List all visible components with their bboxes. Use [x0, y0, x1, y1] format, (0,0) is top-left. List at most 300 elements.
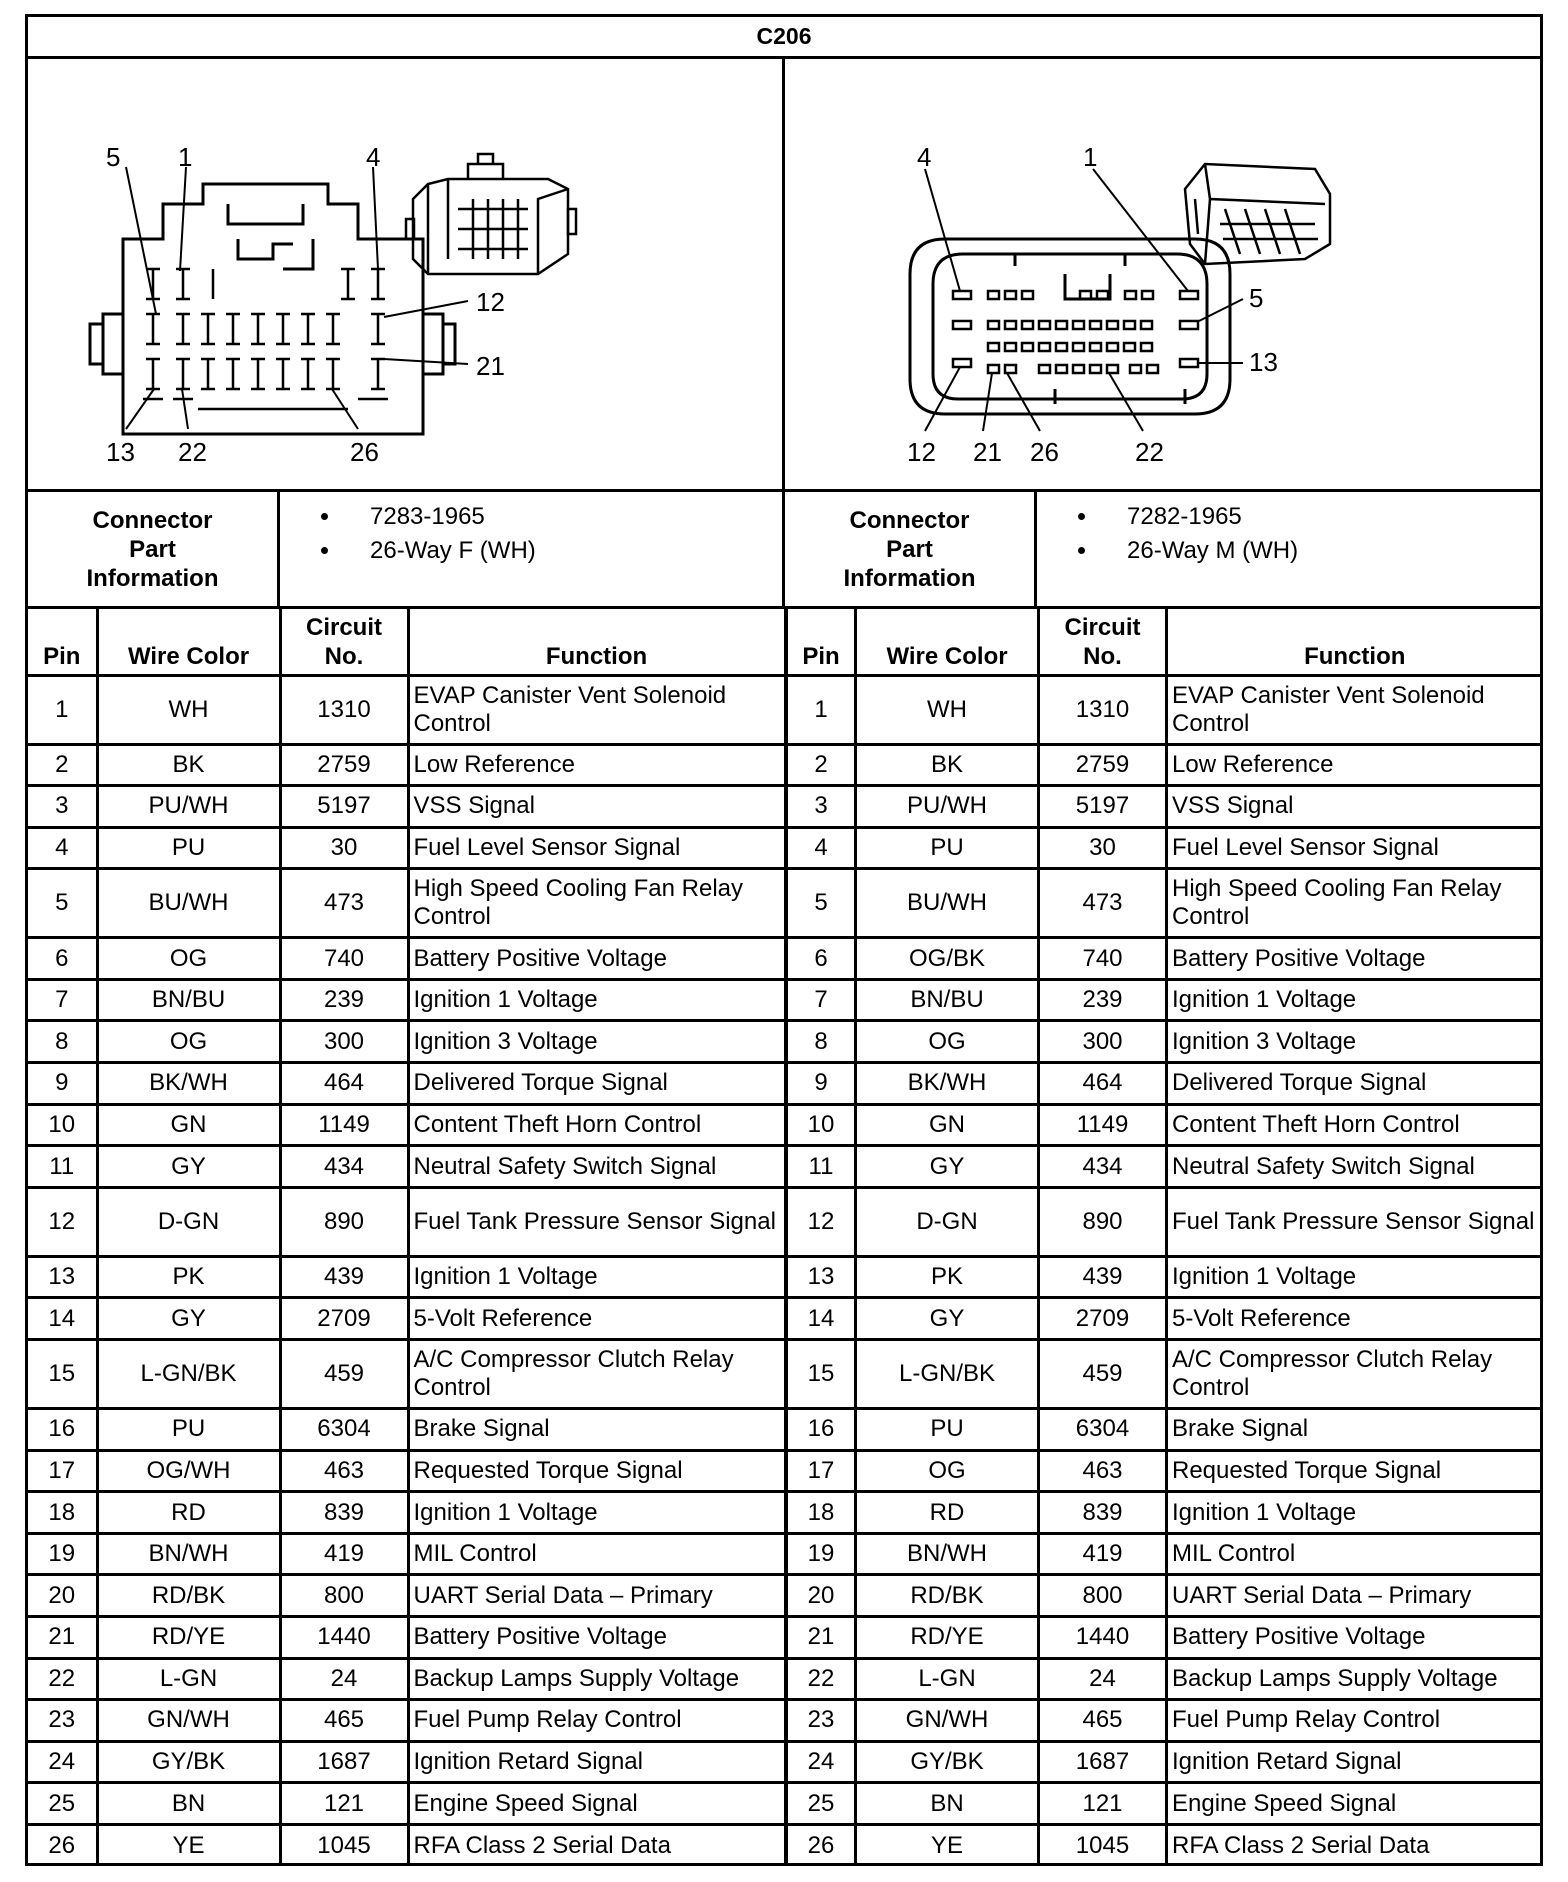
circuit-cell: 1149: [280, 1104, 408, 1146]
function-cell: Battery Positive Voltage: [1167, 938, 1542, 980]
pin-cell: 12: [28, 1187, 97, 1256]
function-cell: Fuel Level Sensor Signal: [1167, 827, 1542, 869]
pin-cell: 13: [787, 1256, 856, 1298]
wire-color-cell: RD/YE: [856, 1617, 1039, 1659]
circuit-cell: 1149: [1039, 1104, 1167, 1146]
female-connector-drawing: [28, 59, 782, 489]
wire-color-cell: PU: [97, 1409, 280, 1451]
wire-color-cell: OG/BK: [856, 938, 1039, 980]
circuit-cell: 473: [280, 869, 408, 938]
pin-cell: 8: [787, 1021, 856, 1063]
pin-cell: 23: [787, 1700, 856, 1742]
wire-color-cell: BN/BU: [97, 979, 280, 1021]
circuit-cell: 459: [1039, 1340, 1167, 1409]
pin-cell: 19: [28, 1533, 97, 1575]
wire-color-cell: WH: [856, 675, 1039, 744]
pin-column-header: Pin: [28, 609, 97, 675]
wire-color-cell: YE: [856, 1824, 1039, 1866]
pin-callout-4: 4: [366, 142, 381, 172]
circuit-cell: 1045: [1039, 1824, 1167, 1866]
function-cell: Requested Torque Signal: [408, 1450, 785, 1492]
function-cell: Fuel Pump Relay Control: [1167, 1700, 1542, 1742]
pin-callout-12: 12: [476, 287, 505, 317]
table-row: [787, 869, 1542, 938]
wire-color-cell: YE: [97, 1824, 280, 1866]
circuit-no-column-header: Circuit No.: [1039, 609, 1167, 675]
connector-sheet: [25, 14, 1543, 1866]
table-row: [28, 869, 785, 938]
circuit-cell: 465: [1039, 1700, 1167, 1742]
wire-color-cell: GN: [856, 1104, 1039, 1146]
circuit-cell: 465: [280, 1700, 408, 1742]
pin-callout-4: 4: [917, 142, 932, 172]
pin-cell: 17: [787, 1450, 856, 1492]
table-row: [787, 1450, 1542, 1492]
table-row: [787, 827, 1542, 869]
table-row: [787, 1741, 1542, 1783]
pin-callout-5: 5: [106, 142, 121, 172]
table-row: [787, 1298, 1542, 1340]
pin-cell: 10: [787, 1104, 856, 1146]
table-row: [28, 1824, 785, 1866]
circuit-cell: 740: [1039, 938, 1167, 980]
circuit-cell: 300: [1039, 1021, 1167, 1063]
function-cell: Ignition 1 Voltage: [408, 1492, 785, 1534]
function-cell: Battery Positive Voltage: [1167, 1617, 1542, 1659]
table-row: [28, 1021, 785, 1063]
wire-color-cell: PU/WH: [856, 786, 1039, 828]
circuit-cell: 464: [280, 1063, 408, 1105]
wire-color-cell: PU/WH: [97, 786, 280, 828]
table-row: [28, 979, 785, 1021]
pin-cell: 7: [787, 979, 856, 1021]
function-cell: Backup Lamps Supply Voltage: [1167, 1658, 1542, 1700]
circuit-cell: 439: [280, 1256, 408, 1298]
wire-color-cell: GY/BK: [97, 1741, 280, 1783]
circuit-cell: 740: [280, 938, 408, 980]
table-row: [28, 1617, 785, 1659]
function-cell: Ignition Retard Signal: [408, 1741, 785, 1783]
wire-color-cell: GN/WH: [856, 1700, 1039, 1742]
wire-color-cell: OG: [856, 1450, 1039, 1492]
wire-color-cell: GY: [856, 1146, 1039, 1188]
pin-cell: 18: [787, 1492, 856, 1534]
pin-cell: 4: [787, 827, 856, 869]
function-cell: Battery Positive Voltage: [408, 938, 785, 980]
pin-cell: 23: [28, 1700, 97, 1742]
wire-color-cell: BN: [97, 1783, 280, 1825]
wire-color-cell: RD/YE: [97, 1617, 280, 1659]
function-cell: Battery Positive Voltage: [408, 1617, 785, 1659]
function-cell: Backup Lamps Supply Voltage: [408, 1658, 785, 1700]
table-row: [28, 744, 785, 786]
pin-cell: 1: [28, 675, 97, 744]
pin-cell: 26: [787, 1824, 856, 1866]
function-cell: UART Serial Data – Primary: [1167, 1575, 1542, 1617]
pin-cell: 24: [787, 1741, 856, 1783]
part-number: • 7282-1965: [1099, 500, 1540, 534]
circuit-cell: 2759: [280, 744, 408, 786]
table-header-row: [28, 609, 785, 675]
wire-color-cell: BN/BU: [856, 979, 1039, 1021]
circuit-cell: 463: [1039, 1450, 1167, 1492]
pin-cell: 24: [28, 1741, 97, 1783]
pin-cell: 7: [28, 979, 97, 1021]
table-row: [28, 1741, 785, 1783]
wire-color-cell: BK/WH: [856, 1063, 1039, 1105]
table-header-row: [787, 609, 1542, 675]
table-row: [787, 979, 1542, 1021]
table-row: [787, 1256, 1542, 1298]
circuit-cell: 121: [1039, 1783, 1167, 1825]
function-cell: Content Theft Horn Control: [1167, 1104, 1542, 1146]
circuit-cell: 1687: [280, 1741, 408, 1783]
info-heading-text: Connector Part Information: [843, 506, 976, 592]
function-cell: VSS Signal: [1167, 786, 1542, 828]
circuit-cell: 239: [1039, 979, 1167, 1021]
circuit-cell: 24: [1039, 1658, 1167, 1700]
table-row: [28, 827, 785, 869]
function-cell: EVAP Canister Vent Solenoid Control: [1167, 675, 1542, 744]
wire-color-cell: PU: [856, 827, 1039, 869]
pin-cell: 15: [787, 1340, 856, 1409]
circuit-cell: 459: [280, 1340, 408, 1409]
pin-cell: 21: [787, 1617, 856, 1659]
function-cell: MIL Control: [408, 1533, 785, 1575]
wire-color-cell: GN/WH: [97, 1700, 280, 1742]
table-row: [28, 1340, 785, 1409]
table-row: [28, 1104, 785, 1146]
circuit-cell: 1440: [1039, 1617, 1167, 1659]
connector-part-info-list: [280, 492, 785, 606]
table-row: [787, 1187, 1542, 1256]
circuit-cell: 24: [280, 1658, 408, 1700]
wire-color-cell: PU: [856, 1409, 1039, 1451]
circuit-cell: 2709: [280, 1298, 408, 1340]
pin-cell: 19: [787, 1533, 856, 1575]
table-row: [787, 1533, 1542, 1575]
pin-callout-5: 5: [1249, 283, 1264, 313]
circuit-cell: 239: [280, 979, 408, 1021]
pin-cell: 18: [28, 1492, 97, 1534]
pin-callout-13: 13: [1249, 347, 1278, 377]
pin-callout-13: 13: [106, 437, 135, 467]
table-row: [787, 1409, 1542, 1451]
function-cell: 5-Volt Reference: [408, 1298, 785, 1340]
function-cell: Neutral Safety Switch Signal: [408, 1146, 785, 1188]
pin-callout-1: 1: [1083, 142, 1098, 172]
pin-cell: 12: [787, 1187, 856, 1256]
connector-part-info-heading: [785, 492, 1037, 606]
wire-color-cell: GN: [97, 1104, 280, 1146]
function-cell: Brake Signal: [1167, 1409, 1542, 1451]
function-cell: Fuel Level Sensor Signal: [408, 827, 785, 869]
table-row: [787, 1063, 1542, 1105]
info-heading-text: Connector Part Information: [86, 506, 219, 592]
pin-cell: 15: [28, 1340, 97, 1409]
pin-cell: 20: [787, 1575, 856, 1617]
part-number: • 7283-1965: [342, 500, 782, 534]
function-cell: Fuel Pump Relay Control: [408, 1700, 785, 1742]
pin-cell: 10: [28, 1104, 97, 1146]
function-column-header: Function: [408, 609, 785, 675]
circuit-cell: 439: [1039, 1256, 1167, 1298]
function-cell: VSS Signal: [408, 786, 785, 828]
pin-cell: 13: [28, 1256, 97, 1298]
function-cell: Ignition 3 Voltage: [1167, 1021, 1542, 1063]
table-row: [28, 675, 785, 744]
circuit-cell: 800: [1039, 1575, 1167, 1617]
function-cell: Requested Torque Signal: [1167, 1450, 1542, 1492]
table-row: [787, 1146, 1542, 1188]
wire-color-cell: PK: [97, 1256, 280, 1298]
circuit-cell: 1310: [1039, 675, 1167, 744]
wire-color-cell: D-GN: [856, 1187, 1039, 1256]
pin-cell: 1: [787, 675, 856, 744]
pin-cell: 11: [787, 1146, 856, 1188]
table-row: [28, 1700, 785, 1742]
table-row: [787, 1824, 1542, 1866]
pin-column-header: Pin: [787, 609, 856, 675]
table-row: [787, 786, 1542, 828]
circuit-cell: 300: [280, 1021, 408, 1063]
wire-color-cell: RD/BK: [97, 1575, 280, 1617]
pin-callout-22: 22: [1135, 437, 1164, 467]
wire-color-cell: L-GN: [856, 1658, 1039, 1700]
function-cell: Ignition 1 Voltage: [408, 979, 785, 1021]
circuit-cell: 6304: [1039, 1409, 1167, 1451]
pin-callout-1: 1: [178, 142, 193, 172]
table-row: [787, 1340, 1542, 1409]
circuit-cell: 5197: [1039, 786, 1167, 828]
pin-cell: 20: [28, 1575, 97, 1617]
circuit-cell: 890: [1039, 1187, 1167, 1256]
wire-color-cell: D-GN: [97, 1187, 280, 1256]
table-row: [787, 938, 1542, 980]
table-row: [28, 938, 785, 980]
circuit-cell: 1440: [280, 1617, 408, 1659]
pin-cell: 9: [28, 1063, 97, 1105]
wire-color-cell: GY/BK: [856, 1741, 1039, 1783]
pin-cell: 8: [28, 1021, 97, 1063]
function-cell: Ignition 1 Voltage: [1167, 1256, 1542, 1298]
function-cell: A/C Compressor Clutch Relay Control: [408, 1340, 785, 1409]
table-row: [28, 1783, 785, 1825]
pin-callout-12: 12: [907, 437, 936, 467]
function-cell: Fuel Tank Pressure Sensor Signal: [408, 1187, 785, 1256]
table-row: [787, 1104, 1542, 1146]
table-row: [787, 675, 1542, 744]
function-cell: Ignition 1 Voltage: [1167, 979, 1542, 1021]
circuit-cell: 1687: [1039, 1741, 1167, 1783]
function-cell: RFA Class 2 Serial Data: [1167, 1824, 1542, 1866]
table-row: [28, 1533, 785, 1575]
table-row: [787, 1021, 1542, 1063]
wire-color-cell: OG: [97, 1021, 280, 1063]
connector-part-info-list: [1037, 492, 1540, 606]
connector-type: • 26-Way F (WH): [342, 534, 782, 568]
table-row: [787, 1658, 1542, 1700]
circuit-cell: 121: [280, 1783, 408, 1825]
table-row: [28, 1409, 785, 1451]
function-cell: Engine Speed Signal: [1167, 1783, 1542, 1825]
pin-callout-21: 21: [476, 351, 505, 381]
table-row: [28, 786, 785, 828]
wire-color-cell: L-GN: [97, 1658, 280, 1700]
function-cell: Brake Signal: [408, 1409, 785, 1451]
pin-cell: 2: [787, 744, 856, 786]
pin-cell: 3: [787, 786, 856, 828]
circuit-cell: 5197: [280, 786, 408, 828]
circuit-cell: 463: [280, 1450, 408, 1492]
male-pinout-table: [785, 609, 1542, 1866]
wire-color-column-header: Wire Color: [856, 609, 1039, 675]
wire-color-column-header: Wire Color: [97, 609, 280, 675]
function-cell: MIL Control: [1167, 1533, 1542, 1575]
pin-cell: 16: [28, 1409, 97, 1451]
circuit-cell: 434: [280, 1146, 408, 1188]
table-row: [28, 1063, 785, 1105]
pin-cell: 2: [28, 744, 97, 786]
function-cell: EVAP Canister Vent Solenoid Control: [408, 675, 785, 744]
wire-color-cell: GY: [97, 1146, 280, 1188]
function-cell: Ignition 3 Voltage: [408, 1021, 785, 1063]
table-row: [28, 1575, 785, 1617]
wire-color-cell: RD/BK: [856, 1575, 1039, 1617]
wire-color-cell: OG: [856, 1021, 1039, 1063]
wire-color-cell: PU: [97, 827, 280, 869]
circuit-cell: 890: [280, 1187, 408, 1256]
pin-cell: 14: [28, 1298, 97, 1340]
function-cell: Low Reference: [1167, 744, 1542, 786]
wire-color-cell: GY: [856, 1298, 1039, 1340]
wire-color-cell: BU/WH: [97, 869, 280, 938]
wire-color-cell: RD: [97, 1492, 280, 1534]
function-cell: Ignition Retard Signal: [1167, 1741, 1542, 1783]
wire-color-cell: BU/WH: [856, 869, 1039, 938]
function-cell: Delivered Torque Signal: [1167, 1063, 1542, 1105]
wire-color-cell: BK: [97, 744, 280, 786]
circuit-cell: 2709: [1039, 1298, 1167, 1340]
circuit-cell: 473: [1039, 869, 1167, 938]
pin-cell: 9: [787, 1063, 856, 1105]
table-row: [787, 1700, 1542, 1742]
circuit-cell: 1045: [280, 1824, 408, 1866]
male-connector-diagram: [785, 59, 1540, 489]
table-row: [28, 1658, 785, 1700]
pin-cell: 6: [787, 938, 856, 980]
connector-part-info-row: [28, 489, 1540, 609]
circuit-cell: 1310: [280, 675, 408, 744]
function-cell: RFA Class 2 Serial Data: [408, 1824, 785, 1866]
circuit-cell: 30: [1039, 827, 1167, 869]
function-cell: High Speed Cooling Fan Relay Control: [408, 869, 785, 938]
wire-color-cell: OG: [97, 938, 280, 980]
wire-color-cell: BK/WH: [97, 1063, 280, 1105]
pin-cell: 25: [787, 1783, 856, 1825]
table-row: [28, 1256, 785, 1298]
pin-cell: 16: [787, 1409, 856, 1451]
circuit-cell: 434: [1039, 1146, 1167, 1188]
circuit-cell: 30: [280, 827, 408, 869]
table-row: [28, 1450, 785, 1492]
table-row: [787, 1575, 1542, 1617]
male-connector-drawing: [785, 59, 1540, 489]
table-row: [787, 1783, 1542, 1825]
pin-cell: 3: [28, 786, 97, 828]
function-cell: UART Serial Data – Primary: [408, 1575, 785, 1617]
function-column-header: Function: [1167, 609, 1542, 675]
table-row: [28, 1492, 785, 1534]
wire-color-cell: RD: [856, 1492, 1039, 1534]
pin-callout-26: 26: [1030, 437, 1059, 467]
function-cell: Low Reference: [408, 744, 785, 786]
function-cell: Ignition 1 Voltage: [1167, 1492, 1542, 1534]
function-cell: Ignition 1 Voltage: [408, 1256, 785, 1298]
pin-cell: 22: [28, 1658, 97, 1700]
wire-color-cell: BK: [856, 744, 1039, 786]
pin-cell: 14: [787, 1298, 856, 1340]
female-connector-diagram: [28, 59, 785, 489]
circuit-cell: 800: [280, 1575, 408, 1617]
function-cell: Fuel Tank Pressure Sensor Signal: [1167, 1187, 1542, 1256]
connector-part-info-heading: [28, 492, 280, 606]
wire-color-cell: BN/WH: [97, 1533, 280, 1575]
pin-callout-21: 21: [973, 437, 1002, 467]
function-cell: 5-Volt Reference: [1167, 1298, 1542, 1340]
connector-type: • 26-Way M (WH): [1099, 534, 1540, 568]
pin-cell: 4: [28, 827, 97, 869]
circuit-cell: 839: [1039, 1492, 1167, 1534]
function-cell: Neutral Safety Switch Signal: [1167, 1146, 1542, 1188]
pin-cell: 22: [787, 1658, 856, 1700]
table-row: [787, 744, 1542, 786]
wire-color-cell: GY: [97, 1298, 280, 1340]
pin-cell: 6: [28, 938, 97, 980]
pin-cell: 26: [28, 1824, 97, 1866]
wire-color-cell: BN: [856, 1783, 1039, 1825]
circuit-cell: 419: [1039, 1533, 1167, 1575]
table-row: [28, 1187, 785, 1256]
circuit-cell: 6304: [280, 1409, 408, 1451]
table-row: [787, 1617, 1542, 1659]
wire-color-cell: PK: [856, 1256, 1039, 1298]
pin-callout-26: 26: [350, 437, 379, 467]
circuit-cell: 419: [280, 1533, 408, 1575]
circuit-cell: 464: [1039, 1063, 1167, 1105]
wire-color-cell: WH: [97, 675, 280, 744]
function-cell: Content Theft Horn Control: [408, 1104, 785, 1146]
pin-callout-22: 22: [178, 437, 207, 467]
wire-color-cell: L-GN/BK: [97, 1340, 280, 1409]
function-cell: Engine Speed Signal: [408, 1783, 785, 1825]
table-row: [28, 1298, 785, 1340]
pin-cell: 5: [28, 869, 97, 938]
circuit-no-column-header: Circuit No.: [280, 609, 408, 675]
pin-cell: 11: [28, 1146, 97, 1188]
pin-cell: 5: [787, 869, 856, 938]
function-cell: Delivered Torque Signal: [408, 1063, 785, 1105]
table-row: [28, 1146, 785, 1188]
pin-cell: 17: [28, 1450, 97, 1492]
function-cell: High Speed Cooling Fan Relay Control: [1167, 869, 1542, 938]
circuit-cell: 839: [280, 1492, 408, 1534]
function-cell: A/C Compressor Clutch Relay Control: [1167, 1340, 1542, 1409]
connector-title: C206: [28, 17, 1540, 59]
pin-cell: 25: [28, 1783, 97, 1825]
female-pinout-table: [28, 609, 787, 1866]
wire-color-cell: BN/WH: [856, 1533, 1039, 1575]
